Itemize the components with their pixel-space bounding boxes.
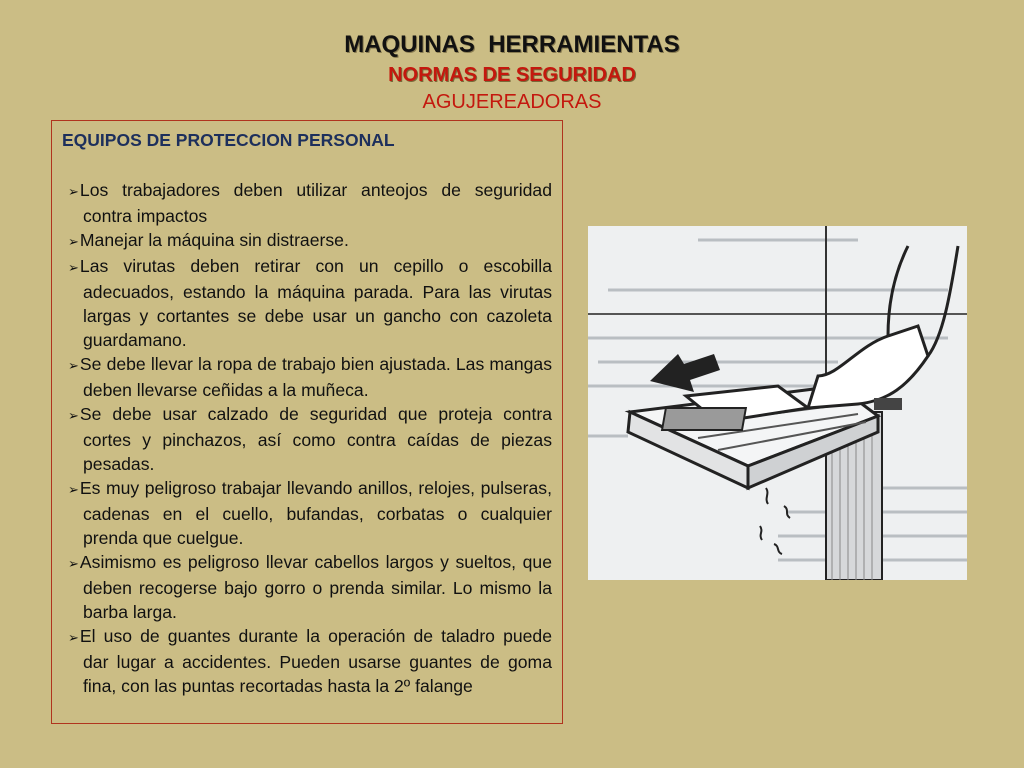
- list-item-text: Es muy peligroso trabajar llevando anillos, relojes, pulseras, cadenas en el cuello, bufandas, corbatas o cualquier prenda que cuelgue.: [79, 478, 552, 548]
- slide-subtitle: NORMAS DE SEGURIDAD: [388, 64, 636, 86]
- arrow-bullet-icon: ➢: [68, 408, 79, 423]
- list-item: [68, 624, 552, 698]
- list-item: [68, 228, 552, 254]
- list-item-text: Manejar la máquina sin distraerse.: [79, 230, 349, 250]
- list-item-text: Se debe llevar la ropa de trabajo bien ajustada. Las mangas deben llevarse ceñidas a la muñeca.: [79, 354, 552, 400]
- content-box: [51, 120, 563, 724]
- arrow-bullet-icon: ➢: [68, 482, 79, 497]
- list-item: [68, 254, 552, 352]
- arrow-bullet-icon: ➢: [68, 234, 79, 249]
- slide-title: MAQUINAS HERRAMIENTAS: [344, 31, 680, 58]
- list-item: [68, 476, 552, 550]
- list-item-text: El uso de guantes durante la operación de taladro puede dar lugar a accidentes. Pueden usarse guantes de goma fina, con las puntas recortadas hasta la 2º falange: [79, 626, 552, 696]
- list-item: [68, 178, 552, 228]
- bullet-list: [68, 178, 552, 698]
- box-heading: EQUIPOS DE PROTECCION PERSONAL: [62, 130, 395, 150]
- list-item-text: Asimismo es peligroso llevar cabellos largos y sueltos, que deben recogerse bajo gorro o prenda similar. Lo mismo la barba larga.: [79, 552, 552, 622]
- list-item: [68, 550, 552, 624]
- arrow-bullet-icon: ➢: [68, 358, 79, 373]
- illustration-drawing: [588, 226, 967, 580]
- arrow-bullet-icon: ➢: [68, 184, 79, 199]
- list-item-text: Se debe usar calzado de seguridad que proteja contra cortes y pinchazos, así como contra caídas de piezas pesadas.: [79, 404, 552, 474]
- list-item: [68, 352, 552, 402]
- arrow-bullet-icon: ➢: [68, 556, 79, 571]
- slide-topic: AGUJEREADORAS: [422, 91, 602, 113]
- list-item-text: Los trabajadores deben utilizar anteojos de seguridad contra impactos: [79, 180, 552, 226]
- brush-cleaning-illustration: [588, 226, 967, 580]
- list-item-text: Las virutas deben retirar con un cepillo o escobilla adecuados, estando la máquina parada. Para las virutas largas y cortantes se debe usar un gancho con cazoleta guardamano.: [79, 256, 552, 350]
- list-item: [68, 402, 552, 476]
- arrow-bullet-icon: ➢: [68, 630, 79, 645]
- arrow-bullet-icon: ➢: [68, 260, 79, 275]
